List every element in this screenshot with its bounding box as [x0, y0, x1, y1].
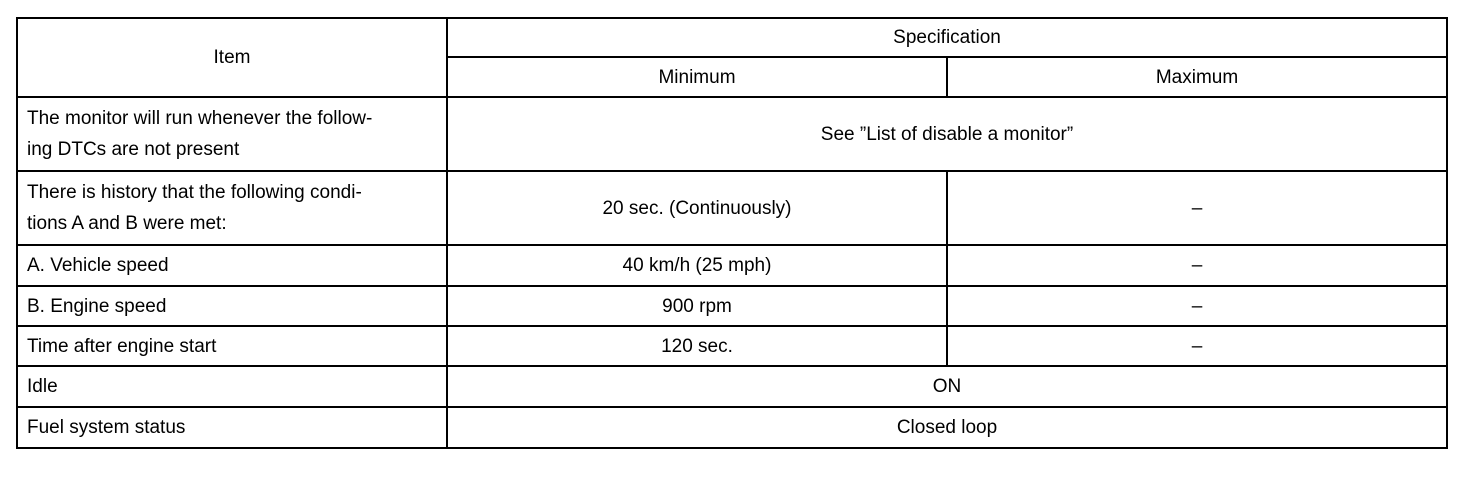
maximum-cell: –	[947, 286, 1447, 326]
item-cell	[17, 171, 447, 245]
item-cell	[17, 97, 447, 171]
minimum-cell: 40 km/h (25 mph)	[447, 245, 947, 286]
table-row	[17, 97, 1447, 171]
header-item: Item	[17, 18, 447, 97]
maximum-cell: –	[947, 245, 1447, 286]
item-cell: B. Engine speed	[17, 286, 447, 326]
item-text-line: tions A and B were met:	[27, 213, 227, 234]
spec-cell: See ”List of disable a monitor”	[447, 97, 1447, 171]
item-text-line: The monitor will run whenever the follow-	[27, 108, 373, 129]
minimum-cell: 120 sec.	[447, 326, 947, 366]
item-cell: A. Vehicle speed	[17, 245, 447, 286]
item-cell: Time after engine start	[17, 326, 447, 366]
header-maximum: Maximum	[947, 57, 1447, 97]
item-text-line: ing DTCs are not present	[27, 139, 240, 160]
header-row	[17, 18, 1447, 57]
item-text-line: There is history that the following condi-	[27, 182, 362, 203]
item-cell: Fuel system status	[17, 407, 447, 448]
table-row	[17, 286, 1447, 326]
table-row	[17, 407, 1447, 448]
maximum-cell: –	[947, 326, 1447, 366]
header-minimum: Minimum	[447, 57, 947, 97]
table-row	[17, 366, 1447, 407]
table-row	[17, 326, 1447, 366]
specification-table	[16, 17, 1448, 449]
header-specification: Specification	[447, 18, 1447, 57]
spec-cell: ON	[447, 366, 1447, 407]
table-row	[17, 245, 1447, 286]
item-cell: Idle	[17, 366, 447, 407]
table-row	[17, 171, 1447, 245]
spec-cell: Closed loop	[447, 407, 1447, 448]
minimum-cell: 900 rpm	[447, 286, 947, 326]
minimum-cell: 20 sec. (Continuously)	[447, 171, 947, 245]
maximum-cell: –	[947, 171, 1447, 245]
